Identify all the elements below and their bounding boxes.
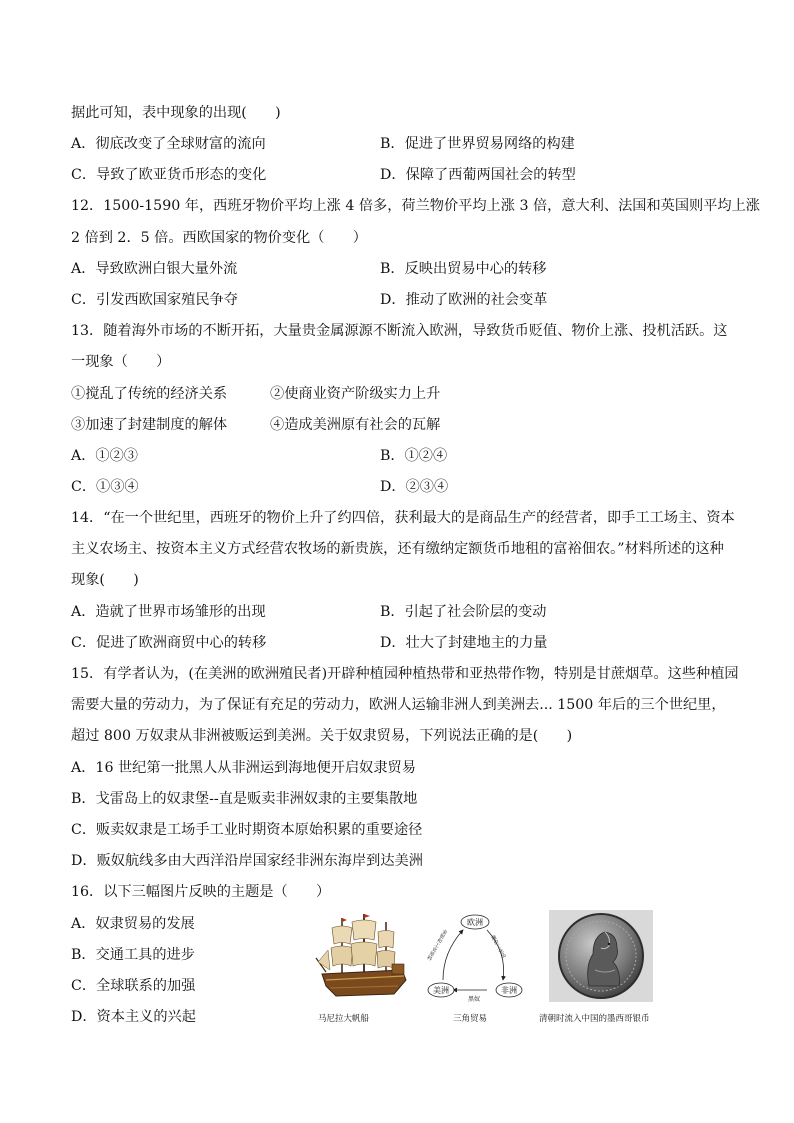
q14-stem-1: 14．“在一个世纪里，西班牙的物价上升了约四倍，获利最大的是商品生产的经营者，即手工工场主、资本 [71,510,735,526]
triangle-trade-diagram [425,910,525,1006]
q11-option-c: C．导致了欧亚货币形态的变化 [71,167,267,183]
galleon-caption: 马尼拉大帆船 [318,1014,370,1024]
q14-option-d: D．壮大了封建地主的力量 [380,635,548,651]
q13-item-4: ④造成美洲原有社会的瓦解 [270,417,441,433]
galleon-illustration [314,910,410,1006]
q14-option-a: A．造就了世界市场雏形的出现 [71,604,266,620]
q15-stem-3: 超过 800 万奴隶从非洲被贩运到美洲。关于奴隶贸易，下列说法正确的是( ) [71,728,573,744]
triangle-edge-bottom-label: 黑奴 [468,996,481,1003]
q15-option-a: A．16 世纪第一批黑人从非洲运到海地便开启奴隶贸易 [71,760,416,776]
q14-stem-3: 现象( ) [71,572,139,588]
q14-option-b: B．引起了社会阶层的变动 [380,604,547,620]
q12-option-a: A．导致欧洲白银大量外流 [71,261,238,277]
q15-option-c: C．贩卖奴隶是工场手工业时期资本原始积累的重要途径 [71,822,423,838]
q11-stem-tail: 据此可知，表中现象的出现( ) [71,105,281,121]
triangle-node-africa: 非洲 [501,986,517,995]
q12-option-d: D．推动了欧洲的社会变革 [380,292,548,308]
galleon-image [314,910,410,1006]
q12-stem-2: 2 倍到 2．5 倍。西欧国家的物价变化（ ） [71,230,367,246]
q16-option-c: C．全球联系的加强 [71,978,196,994]
q13-item-1: ①搅乱了传统的经济关系 [71,386,228,402]
q15-stem-1: 15．有学者认为，(在美洲的欧洲殖民者)开辟种植园种植热带和亚热带作物，特别是甘蔗烟草。这些种植园 [71,666,739,682]
q15-stem-2: 需要大量的劳动力，为了保证有充足的劳动力，欧洲人运输非洲人到美洲去... 1500 年后的三个世纪里， [71,697,726,713]
silver-coin-illustration [549,910,653,1002]
q13-option-a: A．①②③ [71,448,138,464]
q13-option-d: D．②③④ [380,479,449,495]
q13-option-c: C．①③④ [71,479,139,495]
q11-option-b: B．促进了世界贸易网络的构建 [380,136,575,152]
q16-option-a: A．奴隶贸易的发展 [71,916,195,932]
triangle-caption: 三角贸易 [453,1014,488,1024]
q13-stem-2: 一现象（ ） [71,354,171,370]
q12-stem-1: 12．1500-1590 年，西班牙物价平均上涨 4 倍多，荷兰物价平均上涨 3 倍，意大利、法国和英国则平均上涨 [71,198,760,214]
triangle-edge-right-label: 廉价工业品 [489,934,507,960]
q13-item-2: ②使商业资产阶级实力上升 [270,386,441,402]
q14-option-c: C．促进了欧洲商贸中心的转移 [71,635,267,651]
q16-option-d: D．资本主义的兴起 [71,1009,196,1025]
triangle-node-europe: 欧洲 [467,918,483,927]
triangle-node-america: 美洲 [433,986,449,995]
q13-option-b: B．①②④ [380,448,448,464]
q12-option-c: C．引发西欧国家殖民争夺 [71,292,238,308]
silver-coin-image [549,910,653,1002]
coin-caption: 清朝时流入中国的墨西哥银币 [539,1014,650,1024]
triangle-edge-left-label: 金银和工业原料 [425,928,449,962]
q16-option-b: B．交通工具的进步 [71,947,195,963]
q15-option-d: D．贩奴航线多由大西洋沿岸国家经非洲东海岸到达美洲 [71,853,423,869]
q11-option-a: A．彻底改变了全球财富的流向 [71,136,266,152]
q14-stem-2: 主义农场主、按资本主义方式经营农牧场的新贵族，还有缴纳定额货币地租的富裕佃农。”材料所述的这种 [71,541,724,557]
q11-option-d: D．保障了西葡两国社会的转型 [380,167,576,183]
q16-stem: 16．以下三幅图片反映的主题是（ ） [71,884,331,900]
q12-option-b: B．反映出贸易中心的转移 [380,261,547,277]
q15-option-b: B．戈雷岛上的奴隶堡--直是贩卖非洲奴隶的主要集散地 [71,791,418,807]
q13-stem-1: 13．随着海外市场的不断开拓，大量贵金属源源不断流入欧洲，导致货币贬值、物价上涨、投机活跃。这 [71,323,728,339]
q13-item-3: ③加速了封建制度的解体 [71,417,228,433]
